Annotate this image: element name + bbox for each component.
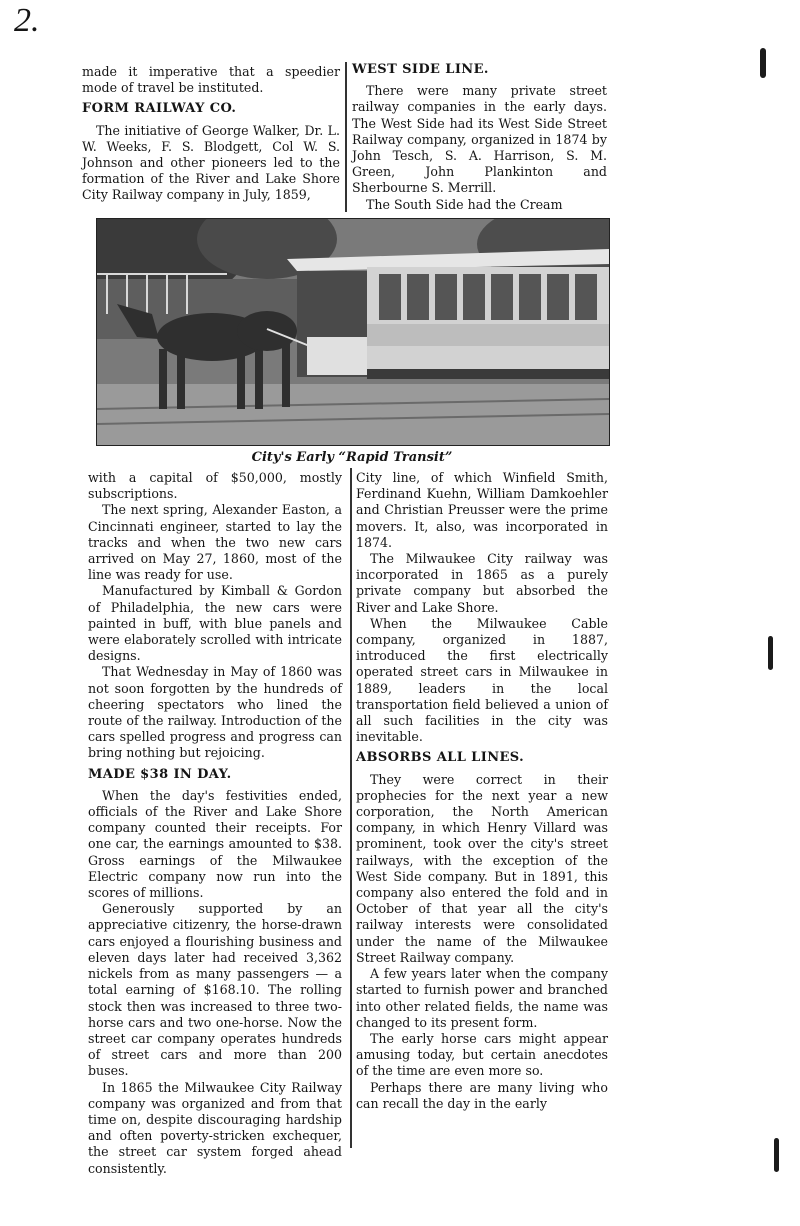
paragraph: That Wednesday in May of 1860 was not soon forgotten by the hundreds of cheering spectators who lined the route of the railway. Introduction of the cars spelled progress and progress can bring nothing but rejoicing.: [88, 664, 342, 761]
top-left-column: [82, 64, 340, 204]
bottom-right-column: [356, 470, 608, 1112]
paragraph: They were correct in their prophecies for the next year a new corporation, the North American company, in which Henry Villard was prominent, took over the city's street railways, with the exception of the West Side company. But in 1891, this company also entered the fold and in October of that year all the city's railway interests were consolidated under the name of the Milwaukee Street Railway company.: [356, 771, 608, 965]
section-heading: WEST SIDE LINE.: [352, 62, 489, 77]
scan-edge-mark: [768, 636, 773, 670]
column-divider: [345, 62, 347, 212]
paragraph: City line, of which Winfield Smith, Ferdinand Kuehn, William Damkoehler and Christian Preusser were the prime movers. It, also, was incorporated in 1874.: [356, 470, 608, 550]
paragraph: The early horse cars might appear amusing today, but certain anecdotes of the time are even more so.: [356, 1030, 608, 1079]
paragraph: A few years later when the company started to furnish power and branched into other related fields, the name was changed to its present form.: [356, 966, 608, 1030]
paragraph: Generously supported by an appreciative citizenry, the horse-drawn cars enjoyed a flourishing business and eleven days later had received 3,362 nickels from as many passengers — a total earning of $168.10. The rolling stock then was increased to three two-horse cars and two one-horse. Now the street car company operates hundreds of street cars and more than 200 buses.: [88, 901, 342, 1079]
paragraph: Manufactured by Kimball & Gordon of Philadelphia, the new cars were painted in buff, with blue panels and were elaborately scrolled with intricate designs.: [88, 583, 342, 664]
paragraph: When the day's festivities ended, officials of the River and Lake Shore company counted their receipts. For one car, the earnings amounted to $38. Gross earnings of the Milwaukee Electric company now run into the scores of millions.: [88, 787, 342, 901]
scan-edge-mark: [760, 48, 766, 78]
top-right-column: [352, 62, 607, 213]
scan-edge-mark: [774, 1138, 779, 1172]
page-number: 2.: [14, 2, 40, 39]
bottom-left-column: [88, 470, 342, 1177]
horse-car-illustration: [97, 219, 609, 445]
paragraph: The South Side had the Cream: [366, 196, 563, 212]
paragraph: with a capital of $50,000, mostly subscriptions.: [88, 470, 342, 502]
paragraph: When the Milwaukee Cable company, organized in 1887, introduced the first electrically operated street cars in Milwaukee in 1889, leaders in the local transportation field believed a union of all such facilities in the city was inevitable.: [356, 615, 608, 745]
horse-car-photo: [96, 218, 610, 446]
paragraph: There were many private street railway companies in the early days. The West Side had its West Side Street Railway company, organized in 1874 by John Tesch, S. A. Harrison, S. M. Green, John Plankinton and Sherbourne S. Merrill.: [352, 83, 607, 196]
section-heading: ABSORBS ALL LINES.: [356, 750, 525, 766]
paragraph: In 1865 the Milwaukee City Railway company was organized and from that time on, despite discouraging hardship and often poverty-stricken exchequer, the street car system forged ahead consistently.: [88, 1079, 342, 1176]
paragraph: The initiative of George Walker, Dr. L. W. Weeks, F. S. Blodgett, Col W. S. Johnson and other pioneers led to the formation of the River and Lake Shore City Railway company in July, 1859,: [82, 122, 340, 203]
section-heading: MADE $38 IN DAY.: [88, 766, 232, 782]
photo-caption: City's Early “Rapid Transit”: [251, 450, 453, 465]
column-divider: [350, 468, 352, 1148]
paragraph: Perhaps there are many living who can recall the day in the early: [356, 1079, 608, 1111]
paragraph: The next spring, Alexander Easton, a Cincinnati engineer, started to lay the tracks and when the two new cars arrived on May 27, 1860, most of the line was ready for use.: [88, 502, 342, 583]
paragraph: The Milwaukee City railway was incorporated in 1865 as a purely private company but absorbed the River and Lake Shore.: [356, 551, 608, 615]
lead-text: made it imperative that a speedier mode of travel be instituted.: [82, 64, 340, 96]
section-heading: FORM RAILWAY CO.: [82, 101, 237, 117]
